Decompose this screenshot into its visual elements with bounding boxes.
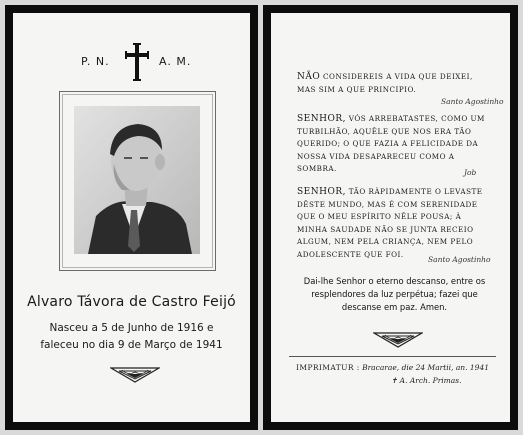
header-am: A. M. (159, 55, 192, 68)
quote-1-text: CONSIDEREIS A VIDA QUE DEIXEI, MAS SIM A QUE PRINCIPIO. (297, 72, 473, 94)
left-panel (13, 13, 250, 422)
quote-2-source: Job (464, 168, 477, 177)
imprimatur-text: Bracarae, die 24 Martii, an. 1941 (362, 363, 489, 372)
prayer-text: Dai-lhe Senhor o eterno descanso, entre os resplendores da luz perpétua; fazei que descanse em paz. Amen. (303, 276, 486, 312)
quote-3-first-word: SENHOR, (297, 187, 346, 197)
ornament-icon (373, 331, 423, 349)
ornament-icon (110, 366, 160, 384)
birth-line: Nasceu a 5 de Junho de 1916 e (49, 322, 214, 334)
imprimatur-line (296, 363, 489, 372)
right-panel (271, 13, 510, 422)
right-card (263, 5, 518, 430)
quote-1-first-word: NÃO (297, 72, 321, 82)
death-line: faleceu no dia 9 de Março de 1941 (40, 339, 223, 351)
deceased-name: Alvaro Távora de Castro Feijó (27, 294, 236, 310)
quote-2-text: VÓS ARREBATASTES, COMO UM TURBILHÃO, AQUÊLE QUE NOS ERA TÃO QUERIDO; O QUE FAZIA A FELICIDADE DA NOSSA VIDA DESAPARECEU COMO A SOMBRA. (297, 114, 485, 173)
quote-1-source: Santo Agostinho (441, 97, 504, 106)
quote-1 (297, 71, 494, 96)
header-pn: P. N. (81, 55, 110, 68)
quote-3 (297, 186, 494, 261)
quote-2-first-word: SENHOR, (297, 114, 346, 124)
divider-rule (289, 356, 496, 357)
photo-frame (59, 91, 216, 271)
quote-3-source: Santo Agostinho (428, 255, 491, 264)
cross-icon (125, 43, 149, 81)
portrait-photo (74, 106, 200, 254)
quote-3-text: TÃO RÀPIDAMENTE O LEVASTE DÊSTE MUNDO, MAS É COM SERENIDADE QUE O MEU ESPÍRITO NÊLE POUSA; À MINHA SAUDADE NÃO SE JUNTA RECEIO ALGUM, NEM PELA CRIANÇA, NEM PELO ADOLESCENTE QUE FOI. (297, 187, 483, 259)
imprimatur-signature: ✝ A. Arch. Primas. (391, 376, 462, 385)
card-header (13, 43, 250, 83)
left-card (5, 5, 258, 430)
quote-2 (297, 113, 494, 176)
imprimatur-label: IMPRIMATUR : (296, 363, 360, 372)
